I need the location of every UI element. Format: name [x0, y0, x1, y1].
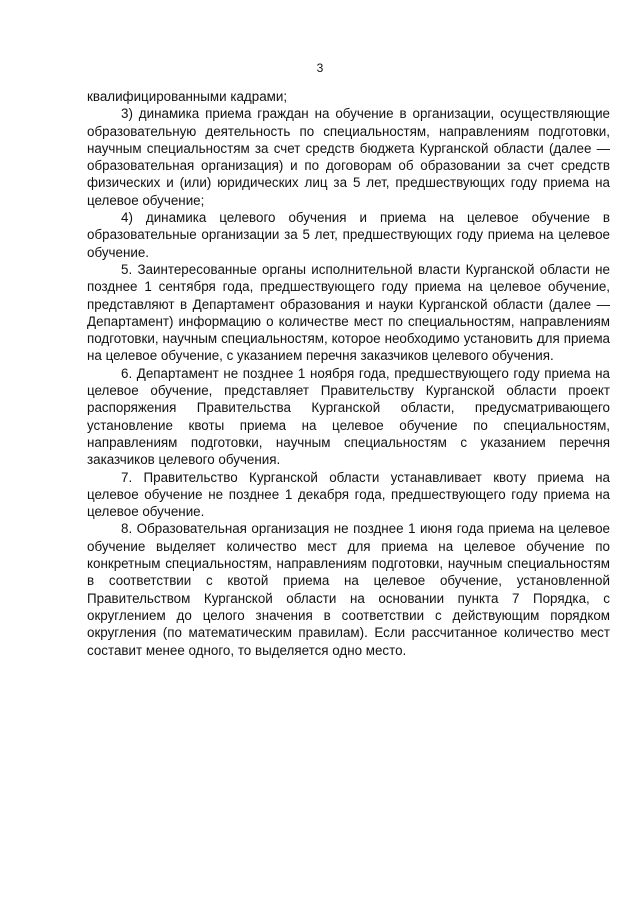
paragraph-clause-5: 5. Заинтересованные органы исполнительной власти Курганской области не позднее 1 сентября года, предшествующего году приема на целевое обучение, представляют в Департамент образования и науки Курганской области (далее — Департамент) информацию о количестве мест по специальностям, направлениям подготовки, научным специальностям, которое необходимо установить для приема на целевое обучение, с указанием перечня заказчиков целевого обучения.	[87, 261, 610, 364]
paragraph-continued: квалифицированными кадрами;	[87, 89, 288, 104]
paragraph-item-4: 4) динамика целевого обучения и приема на целевое обучение в образовательные организации за 5 лет, предшествующих году приема на целевое обучение.	[87, 210, 610, 260]
paragraph-clause-6: 6. Департамент не позднее 1 ноября года, предшествующего году приема на целевое обучение, представляет Правительству Курганской области проект распоряжения Правительства Курганской области, предусматривающего установление квоты приема на целевое обучение по специальностям, направлениям подготовки, научным специальностям с указанием перечня заказчиков целевого обучения.	[87, 365, 610, 468]
paragraph-clause-7: 7. Правительство Курганской области устанавливает квоту приема на целевое обучение не позднее 1 декабря года, предшествующего году приема на целевое обучение.	[87, 469, 610, 520]
paragraph-item-3: 3) динамика приема граждан на обучение в организации, осуществляющие образовательную деятельность по специальностям, направлениям подготовки, научным специальностям за счет средств бюджета Курганской области (далее — образовательная организация) и по договорам об образовании за счет средств физических и (или) юридических лиц за 5 лет, предшествующих году приема на целевое обучение;	[87, 106, 610, 208]
document-body	[87, 88, 610, 659]
paragraph-clause-8: 8. Образовательная организация не позднее 1 июня года приема на целевое обучение выделяет количество мест для приема на целевое обучение по конкретным специальностям, направлениям подготовки, научным специальностям в соответствии с квотой приема на целевое обучение, установленной Правительством Курганской области на основании пункта 7 Порядка, с округлением до целого значения в соответствии с действующим порядком округления (по математическим правилам). Если рассчитанное количество мест составит менее одного, то выделяется одно место.	[87, 521, 610, 658]
page-number: 3	[316, 61, 324, 75]
